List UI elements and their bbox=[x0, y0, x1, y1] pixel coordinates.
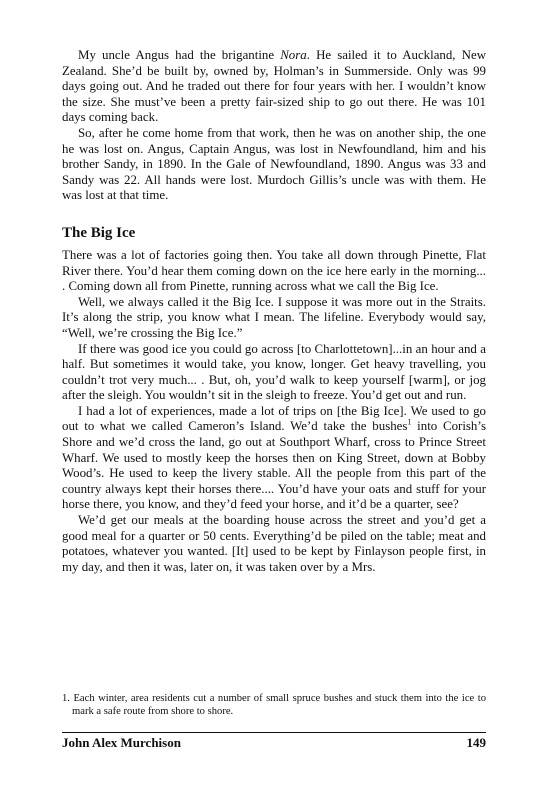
paragraph-big-ice: Well, we always called it the Big Ice. I suppose it was more out in the Straits. It’s along the strip, you know what I mean. The lifeline. Everybody would say, “Well, we’re crossing the Big Ice.” bbox=[62, 294, 486, 340]
footer-author: John Alex Murchison bbox=[62, 735, 181, 750]
page-body bbox=[62, 48, 486, 575]
paragraph-text: My uncle Angus had the brigantine bbox=[78, 48, 281, 62]
paragraph-meals: We’d get our meals at the boarding house across the street and you’d get a good meal for a quarter or 50 cents. Everything’d be piled on the table; meat and potatoes, whatever you wanted. [It] used to be kept by Finlayson people first, in my day, and then it was, later on, it was taken over by a Mrs. bbox=[62, 513, 486, 574]
paragraph-text: I had a lot of experiences, made a lot of trips on [the Big Ice]. We used to go out to what we called Cameron’s Island. We’d take the bushes bbox=[62, 403, 486, 434]
footnotes bbox=[62, 692, 486, 718]
section-heading: The Big Ice bbox=[62, 224, 136, 241]
paragraph-uncle-angus bbox=[62, 48, 486, 126]
footnote-reference[interactable]: 1 bbox=[407, 418, 412, 428]
footnote-1: 1. Each winter, area residents cut a number of small spruce bushes and stuck them into the ice to mark a safe route from shore to shore. bbox=[62, 693, 486, 717]
page-footer bbox=[62, 732, 486, 751]
paragraph-factories: There was a lot of factories going then. You take all down through Pinette, Flat River there. You’d hear them coming down on the ice here early in the morning... . Coming down all from Pinette, running across what we call the Big Ice. bbox=[62, 247, 486, 294]
paragraph-text: into Corish’s Shore and we’d cross the land, go out at Southport Wharf, cross to Prince Street Wharf. We used to mostly keep the horses then on King Street, down at Bobby Wood’s. He used to keep the livery stable. All the people from this part of the country always kept their horses there.... You’d have your oats and stuff for your horse there, you know, and they’d feed your horse, and it’d be a quarter, see? bbox=[62, 419, 486, 512]
page-number: 149 bbox=[466, 735, 486, 750]
paragraph-captain-angus: So, after he come home from that work, then he was on another ship, the one he was lost on. Angus, Captain Angus, was lost in Newfoundland, him and his brother Sandy, in 1890. In the Gale of Newfoundland, 1890. Angus was 33 and Sandy was 22. All hands were lost. Murdoch Gillis’s uncle was with them. He was lost at that time. bbox=[62, 125, 486, 203]
paragraph-text: . He sailed it to Auckland, New Zealand. She’d be built by, owned by, Holman’s in Summerside. Only was 99 days going out. And he traded out there for four years with her. I wouldn’t know the size. She must’ve been a pretty fair-sized ship to go out there. He was 101 days coming back. bbox=[62, 48, 486, 125]
paragraph-experiences bbox=[62, 404, 486, 513]
paragraph-good-ice: If there was good ice you could go across [to Charlottetown]...in an hour and a half. But sometimes it would take, you know, longer. Get heavy travelling, you couldn’t trot very much... . But, oh, you’d walk to keep yourself [warm], or jog after the sleigh. You wouldn’t sit in the sleigh to freeze. You’d get out and run. bbox=[62, 341, 486, 403]
ship-name: Nora bbox=[280, 48, 307, 62]
